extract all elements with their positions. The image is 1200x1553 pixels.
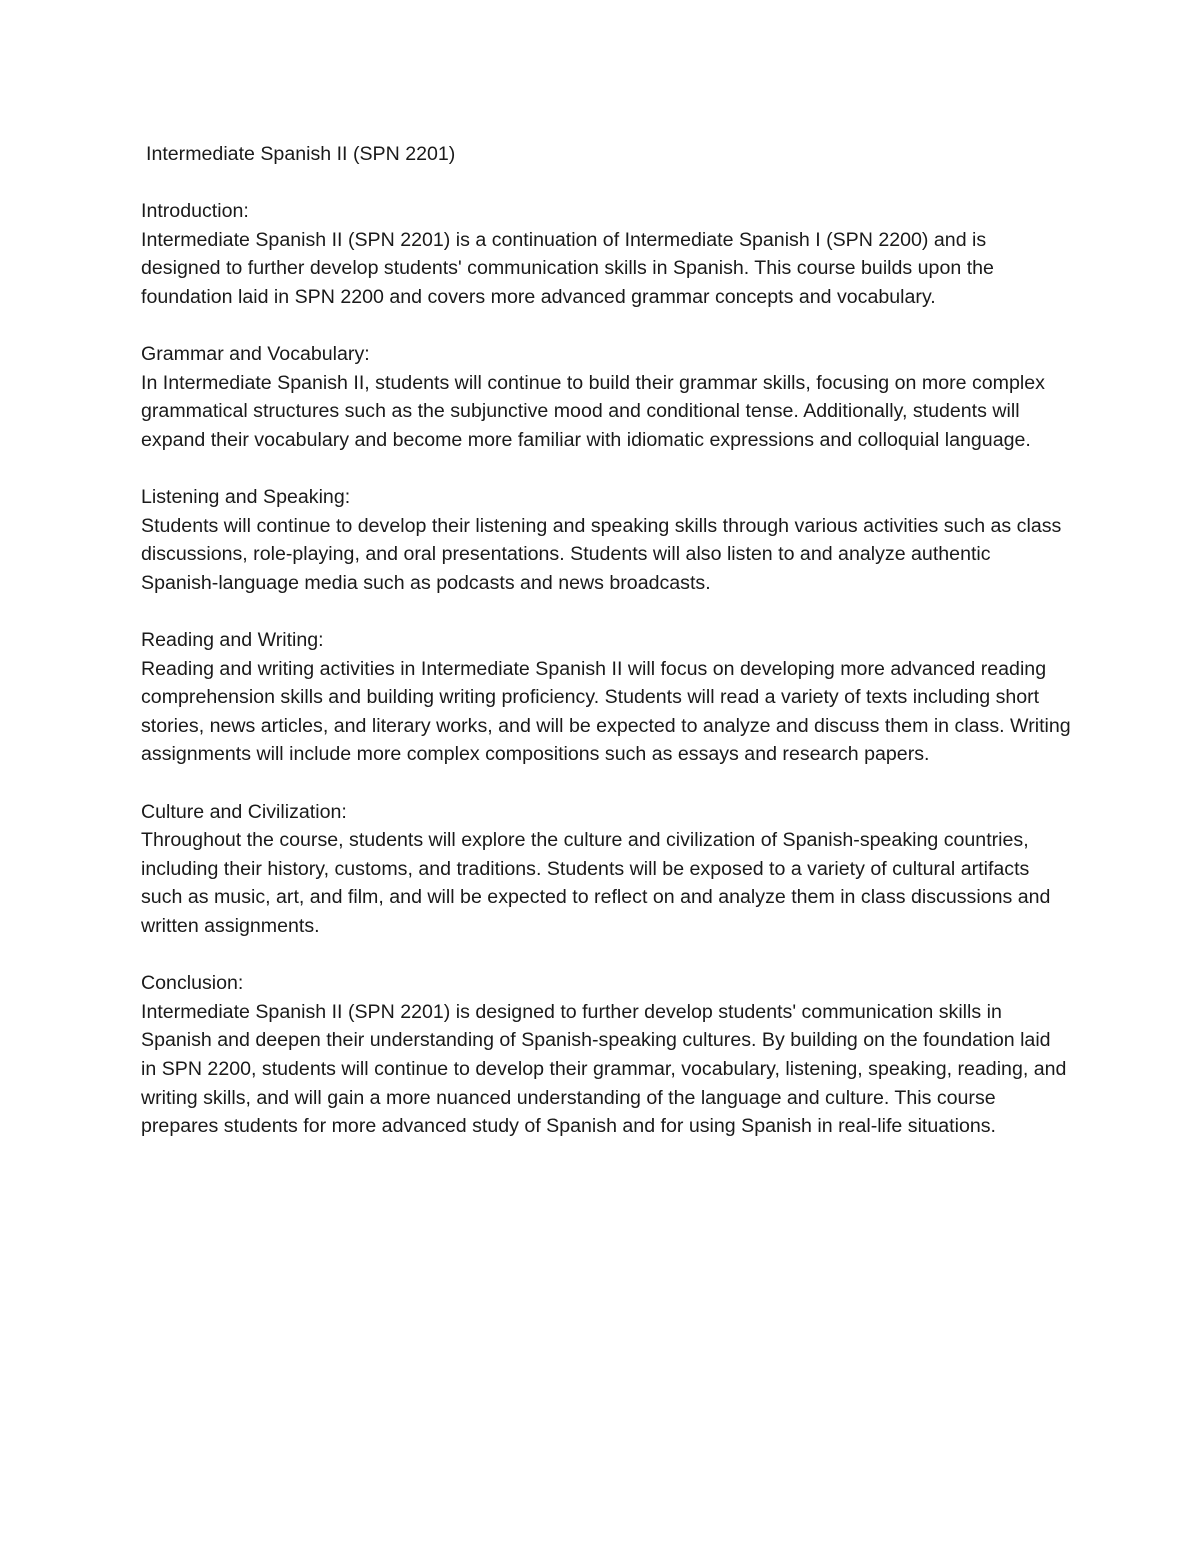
section-body: In Intermediate Spanish II, students will continue to build their grammar skills, focusing on more complex grammatical structures such as the subjunctive mood and conditional tense. Additionally, students will expand their vocabulary and become more familiar with idiomatic expressions and colloquial language. [141,371,1045,451]
section-body: Throughout the course, students will explore the culture and civilization of Spanish-speaking countries, including their history, customs, and traditions. Students will be exposed to a variety of cultural artifacts such as music, art, and film, and will be expected to reflect on and analyze them in class discussions and written assignments. [141,829,1051,938]
section-reading-writing [141,626,1071,769]
document-content [141,140,1071,1169]
section-culture-civilization [141,798,1071,941]
section-body: Reading and writing activities in Intermediate Spanish II will focus on developing more advanced reading comprehension skills and building writing proficiency. Students will read a variety of texts including short stories, news articles, and literary works, and will be expected to analyze and discuss them in class. Writing assignments will include more complex compositions such as essays and research papers. [141,657,1071,766]
section-body: Students will continue to develop their listening and speaking skills through various activities such as class discussions, role-playing, and oral presentations. Students will also listen to and analyze authentic Spanish-language media such as podcasts and news broadcasts. [141,514,1062,594]
section-body: Intermediate Spanish II (SPN 2201) is designed to further develop students' communication skills in Spanish and deepen their understanding of Spanish-speaking cultures. By building on the foundation laid in SPN 2200, students will continue to develop their grammar, vocabulary, listening, speaking, reading, and writing skills, and will gain a more nuanced understanding of the language and culture. This course prepares students for more advanced study of Spanish and for using Spanish in real-life situations. [141,1000,1067,1138]
section-heading: Grammar and Vocabulary: [141,343,370,366]
section-conclusion [141,969,1071,1141]
section-grammar-vocabulary [141,340,1071,454]
document-title: Intermediate Spanish II (SPN 2201) [146,143,456,165]
section-heading: Listening and Speaking: [141,486,351,509]
section-body: Intermediate Spanish II (SPN 2201) is a continuation of Intermediate Spanish I (SPN 2200) and is designed to further develop students' communication skills in Spanish. This course builds upon the foundation laid in SPN 2200 and covers more advanced grammar concepts and vocabulary. [141,228,994,308]
section-heading: Conclusion: [141,972,244,995]
section-heading: Reading and Writing: [141,629,324,652]
section-introduction [141,197,1071,311]
section-listening-speaking [141,483,1071,597]
section-heading: Culture and Civilization: [141,800,347,823]
section-heading: Introduction: [141,200,249,223]
